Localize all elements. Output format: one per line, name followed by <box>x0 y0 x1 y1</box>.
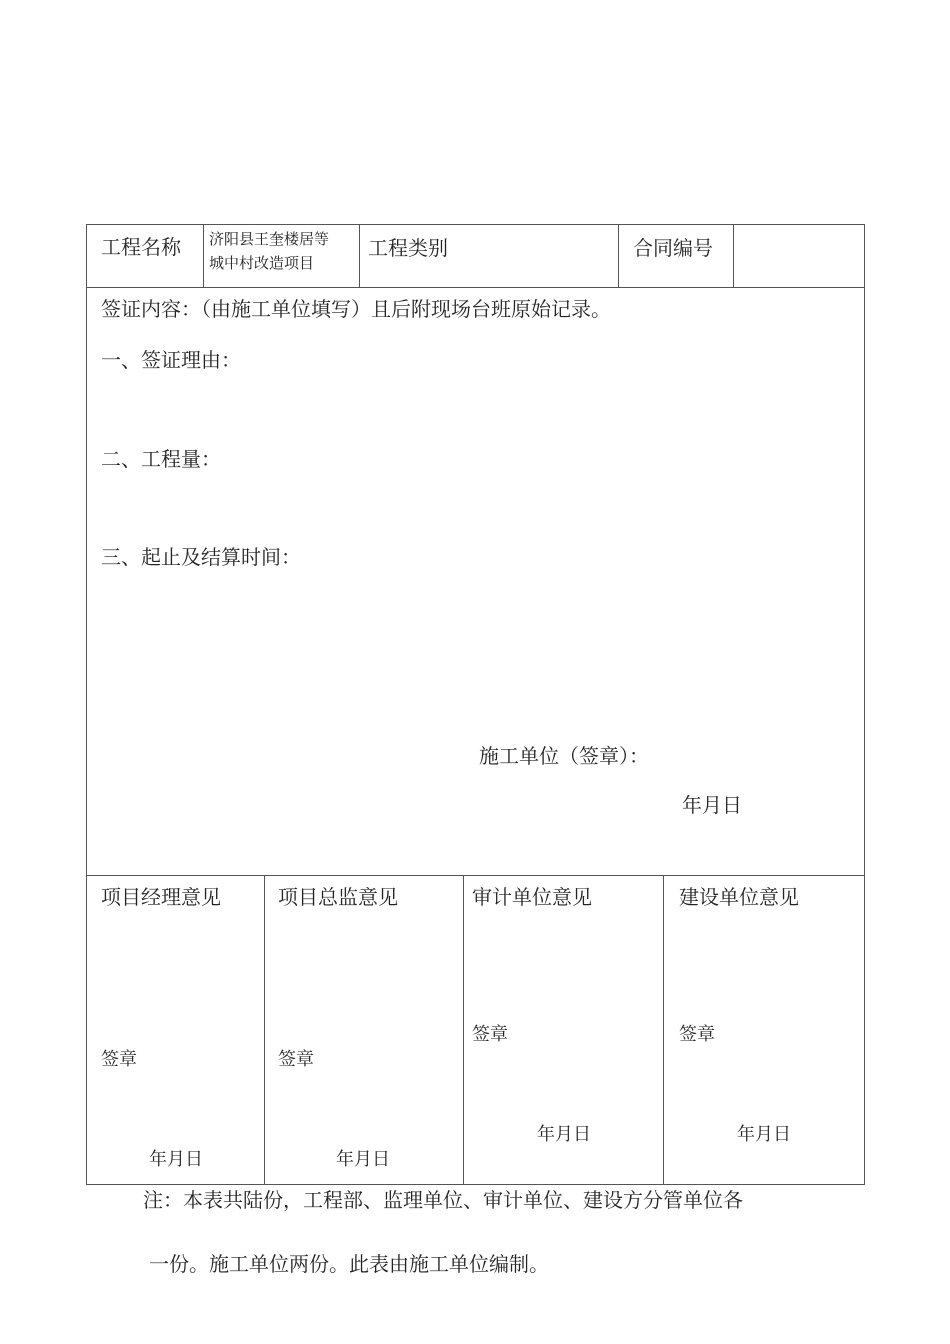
header-row-divider <box>87 287 864 288</box>
pm-seal-label: 签章 <box>101 1049 137 1070</box>
audit-seal-label: 签章 <box>472 1024 508 1045</box>
owner-date-label: 年月日 <box>737 1124 791 1145</box>
pm-date-label: 年月日 <box>149 1149 203 1170</box>
project-type-label: 工程类别 <box>368 236 448 260</box>
opinion-col-divider <box>663 875 664 1184</box>
project-name-value-line1: 济阳县王奎楼居等 <box>209 230 330 248</box>
owner-seal-label: 签章 <box>679 1024 715 1045</box>
audit-opinion-title: 审计单位意见 <box>472 885 592 909</box>
header-col-divider <box>359 225 360 287</box>
project-name-label: 工程名称 <box>101 235 181 259</box>
audit-date-label: 年月日 <box>537 1124 591 1145</box>
owner-opinion-title: 建设单位意见 <box>679 885 799 909</box>
quantity-heading: 二、工程量： <box>101 447 221 471</box>
opinion-col-divider <box>463 875 464 1184</box>
opinion-col-divider <box>264 875 265 1184</box>
chief-supervisor-seal-label: 签章 <box>278 1049 314 1070</box>
chief-supervisor-date-label: 年月日 <box>336 1149 390 1170</box>
header-col-divider <box>733 225 734 287</box>
header-col-divider <box>618 225 619 287</box>
content-intro: 签证内容：（由施工单位填写）且后附现场台班原始记录。 <box>101 297 611 321</box>
header-col-divider <box>203 225 204 287</box>
chief-supervisor-opinion-title: 项目总监意见 <box>278 885 398 909</box>
pm-opinion-title: 项目经理意见 <box>101 885 221 909</box>
reason-heading: 一、签证理由： <box>101 348 241 372</box>
footnote-line2: 一份。施工单位两份。此表由施工单位编制。 <box>149 1252 549 1276</box>
footnote-line1: 注：本表共陆份，工程部、监理单位、审计单位、建设方分管单位各 <box>143 1188 743 1212</box>
period-heading: 三、起止及结算时间： <box>101 545 301 569</box>
opinion-row-divider <box>87 875 864 876</box>
project-name-value-line2: 城中村改造项目 <box>209 254 315 272</box>
contractor-date-label: 年月日 <box>682 793 742 817</box>
contract-no-label: 合同编号 <box>633 236 713 260</box>
contractor-seal-label: 施工单位（签章）： <box>479 744 649 768</box>
visa-form-table <box>86 224 865 1185</box>
